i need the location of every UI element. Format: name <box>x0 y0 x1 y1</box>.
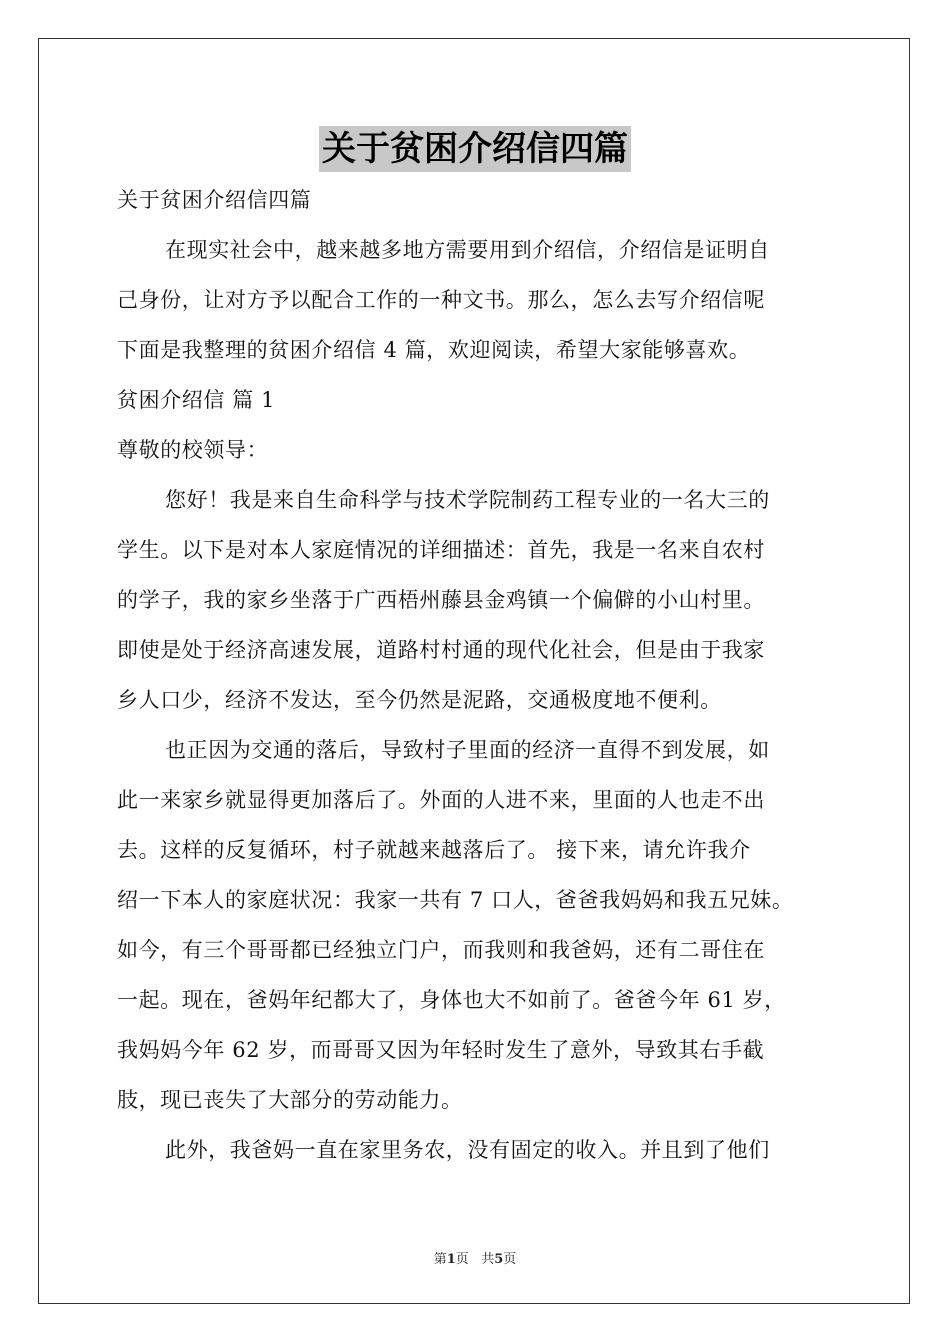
page-prefix: 第 <box>433 1252 447 1267</box>
text-line: 肢，现已丧失了大部分的劳动能力。 <box>117 1088 463 1112</box>
text-line: 绍一下本人的家庭状况：我家一共有 7 口人，爸爸我妈妈和我五兄妹。 <box>117 888 794 912</box>
document-body <box>117 175 837 1175</box>
text-line: 也正因为交通的落后，导致村子里面的经济一直得不到发展，如 <box>165 738 770 762</box>
page-footer <box>0 1248 950 1267</box>
text-line: 乡人口少，经济不发达，至今仍然是泥路，交通极度地不便利。 <box>117 688 722 712</box>
text-line: 我妈妈今年 62 岁，而哥哥又因为年轻时发生了意外，导致其右手截 <box>117 1038 765 1062</box>
text-line: 此一来家乡就显得更加落后了。外面的人进不来，里面的人也走不出 <box>117 788 765 812</box>
text-line: 即使是处于经济高速发展，道路村村通的现代化社会，但是由于我家 <box>117 638 765 662</box>
text-line: 尊敬的校领导： <box>117 438 269 462</box>
page-suffix: 页 <box>455 1252 469 1267</box>
text-line: 的学子，我的家乡坐落于广西梧州藤县金鸡镇一个偏僻的小山村里。 <box>117 588 765 612</box>
total-page-count: 5 <box>494 1252 504 1267</box>
text-line: 下面是我整理的贫困介绍信 4 篇，欢迎阅读，希望大家能够喜欢。 <box>117 338 751 362</box>
text-line: 此外，我爸妈一直在家里务农，没有固定的收入。并且到了他们 <box>165 1138 770 1162</box>
current-page-number: 1 <box>446 1252 456 1267</box>
text-line: 己身份，让对方予以配合工作的一种文书。那么，怎么去写介绍信呢 <box>117 288 765 312</box>
text-line: 贫困介绍信 篇 1 <box>117 388 276 412</box>
text-line: 您好！我是来自生命科学与技术学院制药工程专业的一名大三的 <box>165 488 770 512</box>
text-line: 一起。现在，爸妈年纪都大了，身体也大不如前了。爸爸今年 61 岁， <box>117 988 786 1012</box>
text-line: 关于贫困介绍信四篇 <box>117 188 312 212</box>
document-title-text: 关于贫困介绍信四篇 <box>319 126 631 172</box>
total-suffix: 页 <box>503 1252 517 1267</box>
total-prefix: 共 <box>481 1252 495 1267</box>
text-line: 如今，有三个哥哥都已经独立门户，而我则和我爸妈，还有二哥住在 <box>117 938 765 962</box>
document-title <box>0 126 950 172</box>
text-line: 在现实社会中，越来越多地方需要用到介绍信，介绍信是证明自 <box>165 238 770 262</box>
text-line: 去。这样的反复循环，村子就越来越落后了。 接下来，请允许我介 <box>117 838 751 862</box>
text-line: 学生。以下是对本人家庭情况的详细描述：首先，我是一名来自农村 <box>117 538 765 562</box>
